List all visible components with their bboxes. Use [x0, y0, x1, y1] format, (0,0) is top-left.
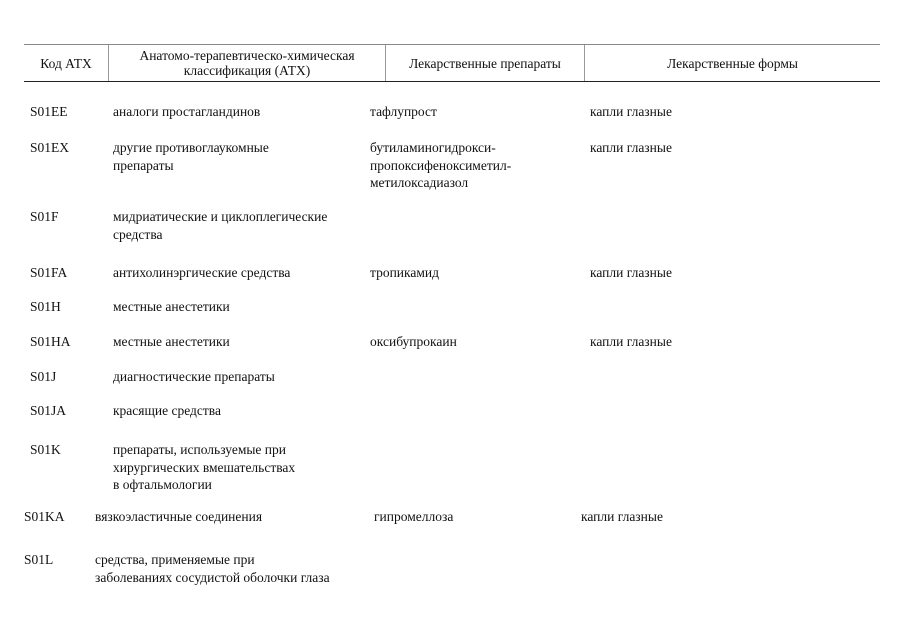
cell-form: капли глазные [581, 509, 663, 524]
cell-drug: бутиламиногидрокси- [370, 140, 496, 155]
cell-form: капли глазные [590, 334, 672, 349]
cell-classification: препараты, используемые при [113, 442, 286, 457]
cell-classification: антихолинэргические средства [113, 265, 291, 280]
header-classification: Анатомо-терапевтическо-химическая классификация (АТХ) [139, 48, 355, 78]
cell-drug: тропикамид [370, 265, 439, 280]
cell-code: S01EE [30, 104, 68, 119]
cell-drug: оксибупрокаин [370, 334, 457, 349]
cell-classification: в офтальмологии [113, 477, 212, 492]
cell-code: S01HA [30, 334, 71, 349]
cell-drug: метилоксадиазол [370, 175, 469, 190]
cell-drug: пропоксифеноксиметил- [370, 157, 512, 173]
cell-classification: диагностические препараты [113, 369, 275, 384]
cell-code: S01FA [30, 265, 68, 280]
cell-classification: местные анестетики [113, 334, 230, 349]
cell-classification: вязкоэластичные соединения [95, 509, 263, 524]
cell-code: S01H [30, 299, 61, 314]
cell-classification: хирургических вмешательствах [113, 459, 296, 475]
cell-drug: тафлупрост [370, 104, 437, 119]
cell-classification: заболеваниях сосудистой оболочки глаза [95, 569, 330, 585]
header-code: Код АТХ [40, 55, 92, 71]
cell-classification: мидриатические и циклоплегические [113, 209, 328, 224]
cell-form: капли глазные [590, 104, 672, 119]
cell-code: S01L [24, 552, 54, 567]
cell-code: S01KA [24, 509, 65, 524]
cell-drug: гипромеллоза [374, 509, 454, 524]
header-forms: Лекарственные формы [667, 55, 798, 71]
cell-classification: препараты [113, 157, 174, 173]
cell-classification: средства [113, 226, 163, 242]
cell-code: S01F [30, 209, 59, 224]
cell-code: S01K [30, 442, 61, 457]
cell-classification: аналоги простагландинов [113, 104, 261, 119]
header-drugs: Лекарственные препараты [409, 55, 561, 71]
cell-form: капли глазные [590, 265, 672, 280]
cell-form: капли глазные [590, 140, 672, 155]
cell-classification: средства, применяемые при [95, 552, 255, 567]
cell-code: S01J [30, 369, 57, 384]
cell-code: S01EX [30, 140, 70, 155]
cell-classification: красящие средства [113, 403, 221, 418]
cell-code: S01JA [30, 403, 67, 418]
cell-classification: другие противоглаукомные [113, 140, 269, 155]
cell-classification: местные анестетики [113, 299, 230, 314]
table-header [24, 44, 880, 82]
